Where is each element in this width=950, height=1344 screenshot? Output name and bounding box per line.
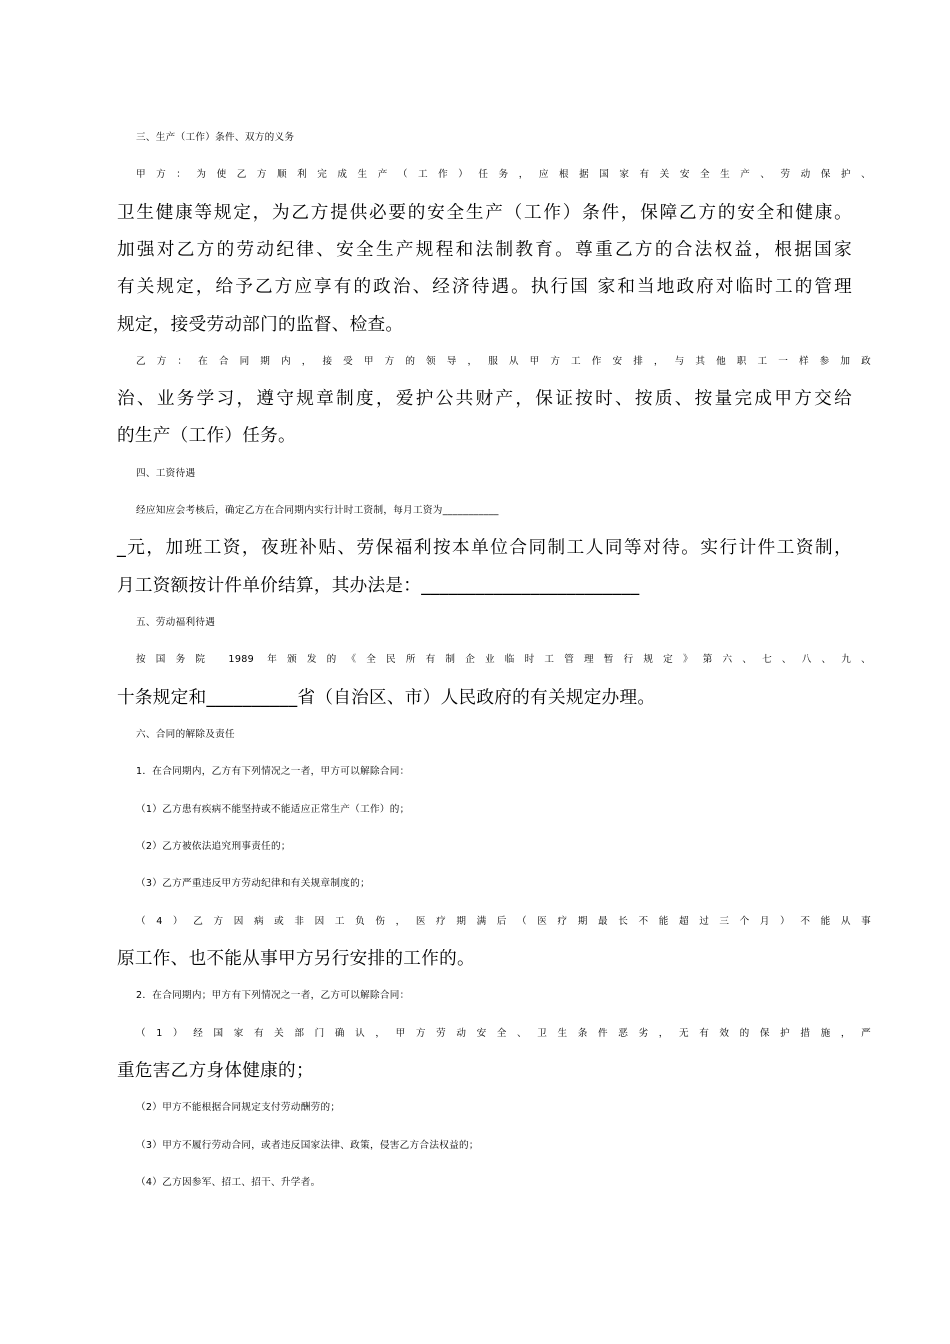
clause-line: 1．在合同期内，乙方有下列情况之一者，甲方可以解除合同： [136,766,410,777]
clause-item: （1）经国家有关部门确认，甲方劳动安全、卫生条件恶劣，无有效的保护措施，严 [136,1028,871,1039]
paragraph-line: 乙方：在合同期内，接受甲方的领导，服从甲方工作安排，与其他职工一样参加政 [136,356,871,367]
paragraph-line: 甲方：为使乙方顺利完成生产（工作）任务，应根据国家有关安全生产、劳动保护、 [136,169,871,180]
clause-item: 原工作、也不能从事甲方另行安排的工作的。 [117,949,475,969]
section-heading-3: 三、生产（工作）条件、双方的义务 [136,132,295,143]
clause-line: 2．在合同期内；甲方有下列情况之一者，乙方可以解除合同： [136,990,410,1001]
clause-item: （3）乙方严重违反甲方劳动纪律和有关规章制度的； [136,878,370,889]
paragraph-line: 治、业务学习，遵守规章制度，爱护公共财产，保证按时、按质、按量完成甲方交给 [117,389,852,409]
paragraph-line: 有关规定，给予乙方应享有的政治、经济待遇。执行国 家和当地政府对临时工的管理 [117,277,852,297]
paragraph-line: _元，加班工资，夜班补贴、劳保福利按本单位合同制工人同等对待。实行计件工资制， [117,538,852,558]
clause-item: （1）乙方患有疾病不能坚持或不能适应正常生产（工作）的； [136,804,410,815]
paragraph-line: 的生产（工作）任务。 [117,426,296,446]
paragraph-line: 卫生健康等规定，为乙方提供必要的安全生产（工作）条件，保障乙方的安全和健康。 [117,203,852,223]
paragraph-line: 按国务院 1989 年颁发的《全民所有制企业临时工管理暂行规定》第六、七、八、九、 [136,654,871,665]
paragraph-line: 加强对乙方的劳动纪律、安全生产规程和法制教育。尊重乙方的合法权益，根据国家 [117,240,852,260]
paragraph-line: 经应知应会考核后，确定乙方在合同期内实行计时工资制，每月工资为___________ [136,505,499,516]
clause-item: 重危害乙方身体健康的； [117,1061,314,1081]
paragraph-line: 十条规定和__________省（自治区、市）人民政府的有关规定办理。 [117,688,656,708]
clause-item: （4）乙方因病或非因工负伤，医疗期满后（医疗期最长不能超过三个月）不能从事 [136,916,871,927]
section-heading-4: 四、工资待遇 [136,468,196,479]
paragraph-line: 规定，接受劳动部门的监督、检查。 [117,315,404,335]
paragraph-line: 月工资额按计件单价结算，其办法是：________________________ [117,576,640,596]
section-heading-6: 六、合同的解除及责任 [136,729,235,740]
clause-item: （3）甲方不履行劳动合同，或者违反国家法律、政策，侵害乙方合法权益的； [136,1140,479,1151]
section-heading-5: 五、劳动福利待遇 [136,617,216,628]
clause-item: （4）乙方因参军、招工、招干、升学者。 [136,1177,321,1188]
clause-item: （2）甲方不能根据合同规定支付劳动酬劳的； [136,1102,341,1113]
clause-item: （2）乙方被依法追究刑事责任的； [136,841,291,852]
